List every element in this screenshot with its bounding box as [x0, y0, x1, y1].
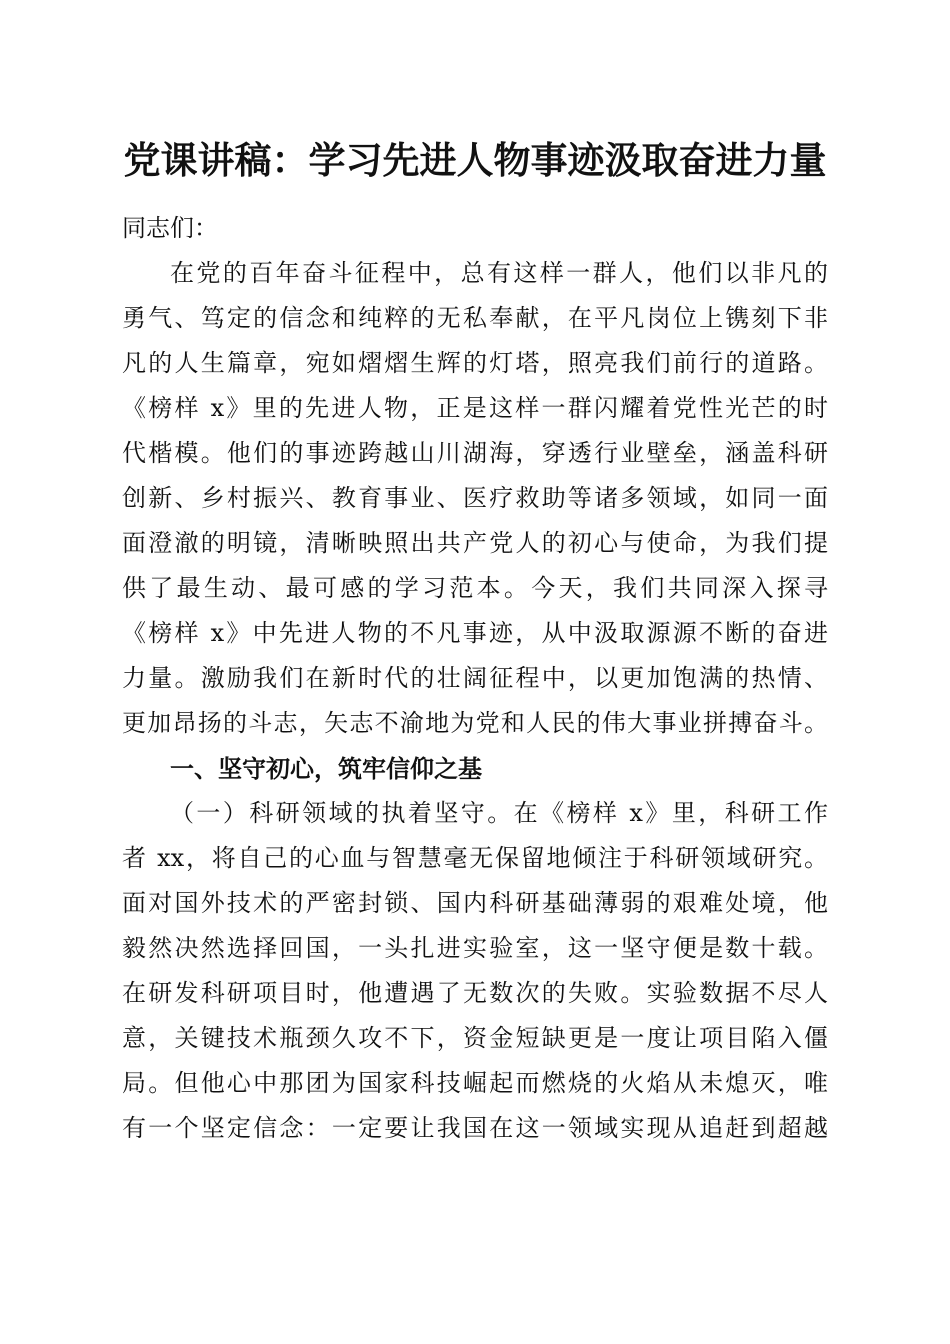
paragraph-line: 局。但他心中那团为国家科技崛起而燃烧的火焰从未熄灭，唯	[122, 1069, 828, 1097]
section-heading: 一、坚守初心，筑牢信仰之基	[170, 754, 482, 783]
paragraph-line: 更加昂扬的斗志，矢志不渝地为党和人民的伟大事业拼搏奋斗。	[122, 709, 828, 737]
paragraph-line: 意，关键技术瓶颈久攻不下，资金短缺更是一度让项目陷入僵	[122, 1024, 828, 1052]
paragraph-line: （一）科研领域的执着坚守。在《榜样 x》里，科研工作	[170, 799, 828, 827]
paragraph-line: 面对国外技术的严密封锁、国内科研基础薄弱的艰难处境，他	[122, 889, 828, 917]
paragraph-line: 《榜样 x》中先进人物的不凡事迹，从中汲取源源不断的奋进	[122, 619, 828, 647]
paragraph-line: 有一个坚定信念：一定要让我国在这一领域实现从追赶到超越	[122, 1114, 828, 1142]
greeting: 同志们：	[122, 214, 218, 242]
paragraph-line: 在研发科研项目时，他遭遇了无数次的失败。实验数据不尽人	[122, 979, 828, 1007]
document-title: 党课讲稿：学习先进人物事迹汲取奋进力量	[123, 138, 827, 182]
paragraph-line: 供了最生动、最可感的学习范本。今天，我们共同深入探寻	[122, 574, 828, 602]
paragraph-line: 凡的人生篇章，宛如熠熠生辉的灯塔，照亮我们前行的道路。	[122, 349, 828, 377]
paragraph-line: 勇气、笃定的信念和纯粹的无私奉献，在平凡岗位上镌刻下非	[122, 304, 828, 332]
paragraph-line: 创新、乡村振兴、教育事业、医疗救助等诸多领域，如同一面	[122, 484, 828, 512]
paragraph-line: 力量。激励我们在新时代的壮阔征程中，以更加饱满的热情、	[122, 664, 828, 692]
paragraph-line: 面澄澈的明镜，清晰映照出共产党人的初心与使命，为我们提	[122, 529, 828, 557]
paragraph-line: 者 xx，将自己的心血与智慧毫无保留地倾注于科研领域研究。	[122, 844, 828, 872]
paragraph-line: 《榜样 x》里的先进人物，正是这样一群闪耀着党性光芒的时	[122, 394, 828, 422]
paragraph-line: 在党的百年奋斗征程中，总有这样一群人，他们以非凡的	[170, 259, 828, 287]
paragraph-line: 代楷模。他们的事迹跨越山川湖海，穿透行业壁垒，涵盖科研	[122, 439, 828, 467]
document-body	[122, 206, 828, 1151]
paragraph-line: 毅然决然选择回国，一头扎进实验室，这一坚守便是数十载。	[122, 934, 828, 962]
